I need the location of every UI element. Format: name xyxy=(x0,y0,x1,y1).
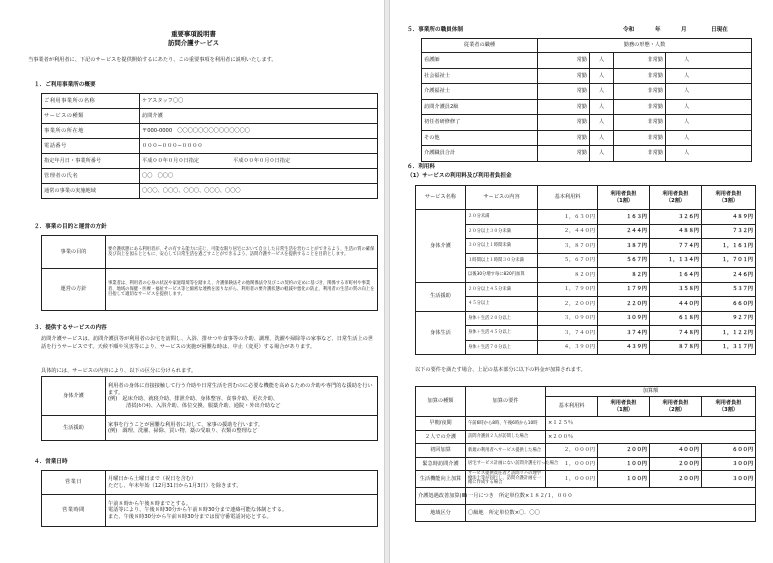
fee-header-text: 利用者負担 xyxy=(610,400,637,406)
addition-note: 以下の要件を満たす場合、上記の基本部分に以下の料金が加算されます。 xyxy=(415,367,586,373)
table-row xyxy=(416,488,756,505)
body-care-examples-2: 清拭(ｾｲｼｷ)、入浴介助、体位交換、服薬介助、通院・外出介助など xyxy=(126,402,281,409)
business-days-note: ただし、年末年始（12月31日から1月3日）を除きます。 xyxy=(108,482,242,489)
addition-base: ２，０００円 xyxy=(546,444,598,458)
fee-service-content: 身体＋生活４５分以上 xyxy=(466,326,538,341)
table-row xyxy=(416,268,756,283)
addition-burden-2: ４００円 xyxy=(650,444,702,458)
fee-service-content: ２０分未満 xyxy=(466,210,538,225)
fee-burden-2: ４８８円 xyxy=(650,224,702,239)
addition-header xyxy=(598,397,650,417)
staff-fulltime-unit: 人 xyxy=(590,146,614,162)
fee-burden-2: １６４円 xyxy=(650,268,702,283)
fee-burden-3: １，７０１円 xyxy=(702,253,756,268)
fee-burden-1: ３７４円 xyxy=(598,326,650,341)
table-cell-text xyxy=(106,416,378,441)
staff-parttime-label: 非常勤 xyxy=(614,84,666,100)
addition-burden-2: ２００円 xyxy=(650,457,702,471)
staff-fulltime-unit: 人 xyxy=(590,53,614,69)
addition-requirement: 〇級地 所定単位数×〇．〇〇 xyxy=(466,505,756,522)
purpose-policy-table xyxy=(41,235,378,311)
section-5-heading: ５．事業所の職員体制 xyxy=(407,27,463,33)
staff-fulltime-unit: 人 xyxy=(590,84,614,100)
section-6-subheading: （1）サービスの利用料及び利用者負担金 xyxy=(407,173,512,179)
fee-base: ３，８７０円 xyxy=(538,239,598,254)
staff-parttime-unit: 人 xyxy=(666,146,752,162)
addition-base: ×１２５％ xyxy=(546,417,756,431)
staff-role: 初任者研修修了 xyxy=(422,115,538,131)
table-cell-text xyxy=(106,471,378,495)
section-3-heading: ３．提供するサービスの内容 xyxy=(34,325,107,331)
addition-burden-1: ２００円 xyxy=(598,444,650,458)
table-row xyxy=(422,130,752,146)
fee-service-content: １時間以上１時間３０分未満 xyxy=(466,253,538,268)
table-cell-value: 〇〇〇、〇〇〇、〇〇〇、〇〇〇、〇〇〇 xyxy=(140,184,378,199)
fee-service-content: 身体＋生活７０分以上 xyxy=(466,340,538,355)
staff-parttime-label: 非常勤 xyxy=(614,53,666,69)
fee-base: ３，０９０円 xyxy=(538,311,598,326)
business-days: 月曜日から土曜日まで（祝日を含む） xyxy=(108,476,197,482)
staff-fulltime-unit: 人 xyxy=(590,115,614,131)
staff-role: 介護福祉士 xyxy=(422,84,538,100)
fee-burden-2: ３５８円 xyxy=(650,282,702,297)
staff-parttime-label: 非常勤 xyxy=(614,99,666,115)
fee-header-text: 利用者負担 xyxy=(662,191,689,197)
fee-burden-3: １，１６１円 xyxy=(702,239,756,254)
fee-service-content: 以後30分増す毎に820円加算 xyxy=(466,268,538,283)
fee-burden-3: ４８９円 xyxy=(702,210,756,225)
table-row xyxy=(422,99,752,115)
fee-header: 基本利用料 xyxy=(538,186,598,210)
staff-parttime-label: 非常勤 xyxy=(614,115,666,131)
addition-type: 生活機能向上加算 xyxy=(416,471,466,488)
addition-type: 早朝/夜間 xyxy=(416,417,466,431)
fee-service-content: ４５分以上 xyxy=(466,297,538,312)
fee-burden-2: ７７４円 xyxy=(650,239,702,254)
staff-parttime-unit: 人 xyxy=(666,68,752,84)
table-row xyxy=(416,505,756,522)
staff-parttime-unit: 人 xyxy=(666,53,752,69)
staff-parttime-unit: 人 xyxy=(666,130,752,146)
addition-type: 緊急時訪問介護 xyxy=(416,457,466,471)
addition-burden-3: ３００円 xyxy=(702,471,756,488)
fee-header: サービスの内容 xyxy=(466,186,538,210)
fee-header-text: 利用者負担 xyxy=(715,191,742,197)
table-row xyxy=(416,430,756,444)
table-cell-value: 〇〇 〇〇〇 xyxy=(140,169,378,184)
table-cell-label: 営業日 xyxy=(42,471,106,495)
table-row xyxy=(416,340,756,355)
fee-header-ratio: （3割） xyxy=(718,197,739,204)
fee-header-text: 利用者負担 xyxy=(715,400,742,406)
table-row xyxy=(422,146,752,162)
staff-fulltime-label: 常勤 xyxy=(538,146,590,162)
staff-parttime-label: 非常勤 xyxy=(614,68,666,84)
staff-fulltime-unit: 人 xyxy=(590,130,614,146)
staff-parttime-label: 非常勤 xyxy=(614,130,666,146)
fee-base: １，６３０円 xyxy=(538,210,598,225)
staff-table xyxy=(421,38,752,53)
body-care-description: 利用者の身体に直接接触して行う介助や日常生活を営むのに必要な機能を高めるための介助や専門的な援助を行います。 xyxy=(108,383,373,396)
fee-burden-3: ６６０円 xyxy=(702,297,756,312)
table-row xyxy=(416,224,756,239)
staff-fulltime-label: 常勤 xyxy=(538,99,590,115)
fee-header-ratio: （3割） xyxy=(718,406,739,413)
table-cell-label: サービスの種類 xyxy=(42,109,140,124)
body-care-examples: (例) 起床介助、就寝介助、排泄介助、身体整容、食事介助、更衣介助、 xyxy=(108,396,279,402)
addition-header: 基本利用料 xyxy=(546,397,598,417)
addition-requirement: 居宅サービス計画にない訪問介護を行った場合 xyxy=(466,457,546,471)
life-support-examples: (例) 調理、洗濯、掃除、買い物、薬の受取り、衣類の整理など xyxy=(108,428,258,434)
addition-requirement: 午前6時から8時、午後6時から10時 xyxy=(466,417,546,431)
staff-col-header: 勤務の形態・人数 xyxy=(538,39,752,53)
staff-role: 看護師 xyxy=(422,53,538,69)
table-row xyxy=(422,53,752,69)
fee-burden-1: ３８７円 xyxy=(598,239,650,254)
table-cell-label: 管理者の氏名 xyxy=(42,169,140,184)
fee-burden-2: ８７８円 xyxy=(650,340,702,355)
fee-service-content: 身体＋生活２０分以上 xyxy=(466,311,538,326)
staff-role: その他 xyxy=(422,130,538,146)
business-hours-voicemail: また、午後８時30分から午前８時30分までは留守番電話対応とする。 xyxy=(108,513,272,520)
table-cell-label: 運営の方針 xyxy=(42,269,106,311)
date-month: 月 xyxy=(681,27,687,33)
table-cell-text: 事業者は、利用者の心身の状況や家庭環境等を踏まえ、介護保険法その他関係法令及びこの契約の定めに基づき、関係する市町村や事業者、地域の保健・医療・福祉サービス等と綿密な連携を図りながら、利用者の要介護状態の軽減や悪化の防止、利用者の生活の質の向上を目指して適切なサービスを提供します。 xyxy=(106,269,378,311)
addition-header xyxy=(702,397,756,417)
table-row xyxy=(416,444,756,458)
addition-burden-3: ６００円 xyxy=(702,444,756,458)
intro-text: 当事業者が利用者に、下記のサービスを提供開始するにあたり、この重要事項を利用者に説明いたします。 xyxy=(28,57,277,63)
staff-parttime-unit: 人 xyxy=(666,99,752,115)
fee-burden-3: ９２７円 xyxy=(702,311,756,326)
table-cell-label: 事業所の所在地 xyxy=(42,124,140,139)
fee-header xyxy=(598,186,650,210)
fee-burden-1: ２２０円 xyxy=(598,297,650,312)
fee-service-content: ３０分以上１時間未満 xyxy=(466,239,538,254)
table-cell-text xyxy=(106,495,378,527)
table-cell-value xyxy=(140,154,378,169)
table-cell-label: 営業時間 xyxy=(42,495,106,527)
staff-fulltime-label: 常勤 xyxy=(538,53,590,69)
fee-header-ratio: （1割） xyxy=(613,406,634,413)
staff-parttime-label: 非常勤 xyxy=(614,146,666,162)
addition-requirement: 新規の利用者へサービス提供した場合 xyxy=(466,444,546,458)
table-cell-text xyxy=(106,377,378,416)
fee-burden-1: ４３９円 xyxy=(598,340,650,355)
section-4-heading: ４．営業日時 xyxy=(34,459,68,465)
staff-fulltime-label: 常勤 xyxy=(538,84,590,100)
fee-burden-2: ６１８円 xyxy=(650,311,702,326)
fee-burden-3: １，３１７円 xyxy=(702,340,756,355)
staff-parttime-unit: 人 xyxy=(666,115,752,131)
addition-header: 加算の要件 xyxy=(466,387,546,417)
fee-base: ２，４４０円 xyxy=(538,224,598,239)
fee-burden-1: ５６７円 xyxy=(598,253,650,268)
table-row xyxy=(416,253,756,268)
fee-base: ３，７４０円 xyxy=(538,326,598,341)
addition-burden-2: ２００円 xyxy=(650,471,702,488)
section-6-heading: ６．利用料 xyxy=(407,164,435,170)
staff-role: 介護職員合計 xyxy=(422,146,538,162)
fee-burden-1: ８２円 xyxy=(598,268,650,283)
designation-date: 平成００年０月０日指定 xyxy=(142,157,200,164)
fee-burden-2: １，１３４円 xyxy=(650,253,702,268)
table-row xyxy=(422,68,752,84)
table-cell-label: 事業の目的 xyxy=(42,236,106,269)
table-row xyxy=(416,282,756,297)
fee-header-ratio: （2割） xyxy=(665,197,686,204)
table-cell-label: 身体介護 xyxy=(42,377,106,416)
table-row xyxy=(416,471,756,488)
fee-header-ratio: （1割） xyxy=(613,197,634,204)
date-label: 日現在 xyxy=(711,27,728,33)
fee-header-text: 利用者負担 xyxy=(610,191,637,197)
staff-fulltime-label: 常勤 xyxy=(538,130,590,146)
fee-base: ２，２００円 xyxy=(538,297,598,312)
staff-fulltime-unit: 人 xyxy=(590,99,614,115)
table-cell-value: 〒000-0000 〇〇〇〇〇〇〇〇〇〇〇〇〇〇 xyxy=(140,124,378,139)
table-row xyxy=(416,326,756,341)
staff-fulltime-unit: 人 xyxy=(590,68,614,84)
fee-burden-3: ７３２円 xyxy=(702,224,756,239)
addition-type: 初回加算 xyxy=(416,444,466,458)
fee-base: ８２０円 xyxy=(538,268,598,283)
business-hours: 午前８時から午後８時までとする。 xyxy=(108,500,192,507)
section-1-heading: １．ご利用事業所の概要 xyxy=(34,82,96,88)
fee-base: ５，６７０円 xyxy=(538,253,598,268)
table-row xyxy=(416,417,756,431)
fee-burden-3: ２４６円 xyxy=(702,268,756,283)
addition-header: 加算の種類 xyxy=(416,387,466,417)
addition-burden-1: １００円 xyxy=(598,471,650,488)
table-row xyxy=(416,210,756,225)
table-row xyxy=(416,239,756,254)
table-cell-label: 生活援助 xyxy=(42,416,106,441)
fee-base: ４，３９０円 xyxy=(538,340,598,355)
left-page xyxy=(6,0,381,563)
addition-requirement: サービス提供責任者と訪問リハの理学療法士等が同行し、訪問介護計画を一緒に作成する場合 xyxy=(466,471,546,488)
table-cell-label: 電話番号 xyxy=(42,139,140,154)
fee-header-text: 利用者負担 xyxy=(662,400,689,406)
fee-service-content: ２０分以上３０分未満 xyxy=(466,224,538,239)
addition-base: １，０００円 xyxy=(546,471,598,488)
service-content-table xyxy=(41,376,378,441)
fee-burden-1: ３０９円 xyxy=(598,311,650,326)
date-year: 年 xyxy=(655,27,661,33)
addition-base: １，０００円 xyxy=(546,457,598,471)
staff-fulltime-label: 常勤 xyxy=(538,68,590,84)
fee-burden-2: ４４０円 xyxy=(650,297,702,312)
business-hours-table xyxy=(41,470,378,527)
service-division-text: 具体的には、サービスの内容により、以下の区分に分けられます。 xyxy=(41,368,197,374)
staff-role: 訪問介護員2級 xyxy=(422,99,538,115)
service-description: 訪問介護サービスは、訪問介護員等が利用者のお宅を訪問し、入浴、排せつや食事等の介助、調理、洗濯や掃除等の家事など、日常生活上の世話を行うサービスです。天候不順や災害等により、サービスの実施が困難な時は、中止（変更）する場合があります。 xyxy=(41,336,374,350)
table-cell-value: 訪問介護 xyxy=(140,109,378,124)
table-row xyxy=(416,297,756,312)
staff-col-header: 従業者の職種 xyxy=(422,39,538,53)
office-overview-table xyxy=(41,93,378,199)
fee-header xyxy=(702,186,756,210)
table-cell-label: 指定年月日・事業所番号 xyxy=(42,154,140,169)
table-cell-text: 要介護状態にある利用者が、その有する能力に応じ、可能な限り居宅において自立した日常生活を営むことができるよう、生活の質の確保及び向上を図るとともに、安心して日常生活を過ごすことができるよう、訪問介護サービスを提供することを目的とします。 xyxy=(106,236,378,269)
table-cell-value: ０００−０００−００００ xyxy=(140,139,378,154)
addition-requirement: 訪問介護員２人が訪問した場合 xyxy=(466,430,546,444)
designation-date-2: 平成００年０月０日指定 xyxy=(233,157,291,164)
fee-burden-3: １，１２２円 xyxy=(702,326,756,341)
table-row xyxy=(422,115,752,131)
addition-type: 地域区分 xyxy=(416,505,466,522)
life-support-description: 家事を行うことが困難な利用者に対して、家事の援助を行います。 xyxy=(108,421,264,428)
table-row xyxy=(422,84,752,100)
table-cell-label: 通常の事業の実施地域 xyxy=(42,184,140,199)
addition-table xyxy=(415,386,756,522)
page-gutter xyxy=(384,0,390,563)
addition-header: 加算額 xyxy=(546,387,756,397)
fee-burden-1: １６３円 xyxy=(598,210,650,225)
addition-burden-3: ３００円 xyxy=(702,457,756,471)
addition-type: 介護処遇改善加算(Ⅲ) xyxy=(416,488,466,505)
business-hours-phone: 電話等により、午後８時30分から午前８時30分まで連絡可能な体制とする。 xyxy=(108,507,288,514)
fee-service-name: 身体生活 xyxy=(416,311,466,355)
fee-header-ratio: （2割） xyxy=(665,406,686,413)
staff-fulltime-label: 常勤 xyxy=(538,115,590,131)
doc-subtitle: 訪問介護サービス xyxy=(167,39,220,47)
fee-header xyxy=(650,186,702,210)
fee-header: サービス名称 xyxy=(416,186,466,210)
fee-service-name: 生活援助 xyxy=(416,282,466,311)
fee-burden-3: ５３７円 xyxy=(702,282,756,297)
date-era: 令和 xyxy=(623,27,635,33)
section-2-heading: ２．事業の目的と運営の方針 xyxy=(34,224,107,230)
fee-service-content: ２０分以上４５分未満 xyxy=(466,282,538,297)
right-page xyxy=(393,0,771,563)
staff-role: 社会福祉士 xyxy=(422,68,538,84)
fee-table xyxy=(415,185,756,355)
addition-base: ×２００％ xyxy=(546,430,756,444)
table-cell-label: ご利用事業所の名称 xyxy=(42,94,140,109)
fee-burden-1: １７９円 xyxy=(598,282,650,297)
fee-base: １，７９０円 xyxy=(538,282,598,297)
addition-type: ２人での介護 xyxy=(416,430,466,444)
table-row xyxy=(416,457,756,471)
fee-service-name: 身体介護 xyxy=(416,210,466,283)
staff-rows xyxy=(421,52,752,162)
addition-header xyxy=(650,397,702,417)
addition-burden-1: １００円 xyxy=(598,457,650,471)
doc-title: 重要事項説明書 xyxy=(171,30,216,38)
table-cell-value: ケアスタッフ〇〇 xyxy=(140,94,378,109)
fee-burden-1: ２４４円 xyxy=(598,224,650,239)
table-row xyxy=(416,311,756,326)
fee-burden-2: ７４８円 xyxy=(650,326,702,341)
fee-burden-2: ３２６円 xyxy=(650,210,702,225)
staff-parttime-unit: 人 xyxy=(666,84,752,100)
addition-requirement: 一月につき 所定単位数×１８２/１，０００ xyxy=(466,488,756,505)
